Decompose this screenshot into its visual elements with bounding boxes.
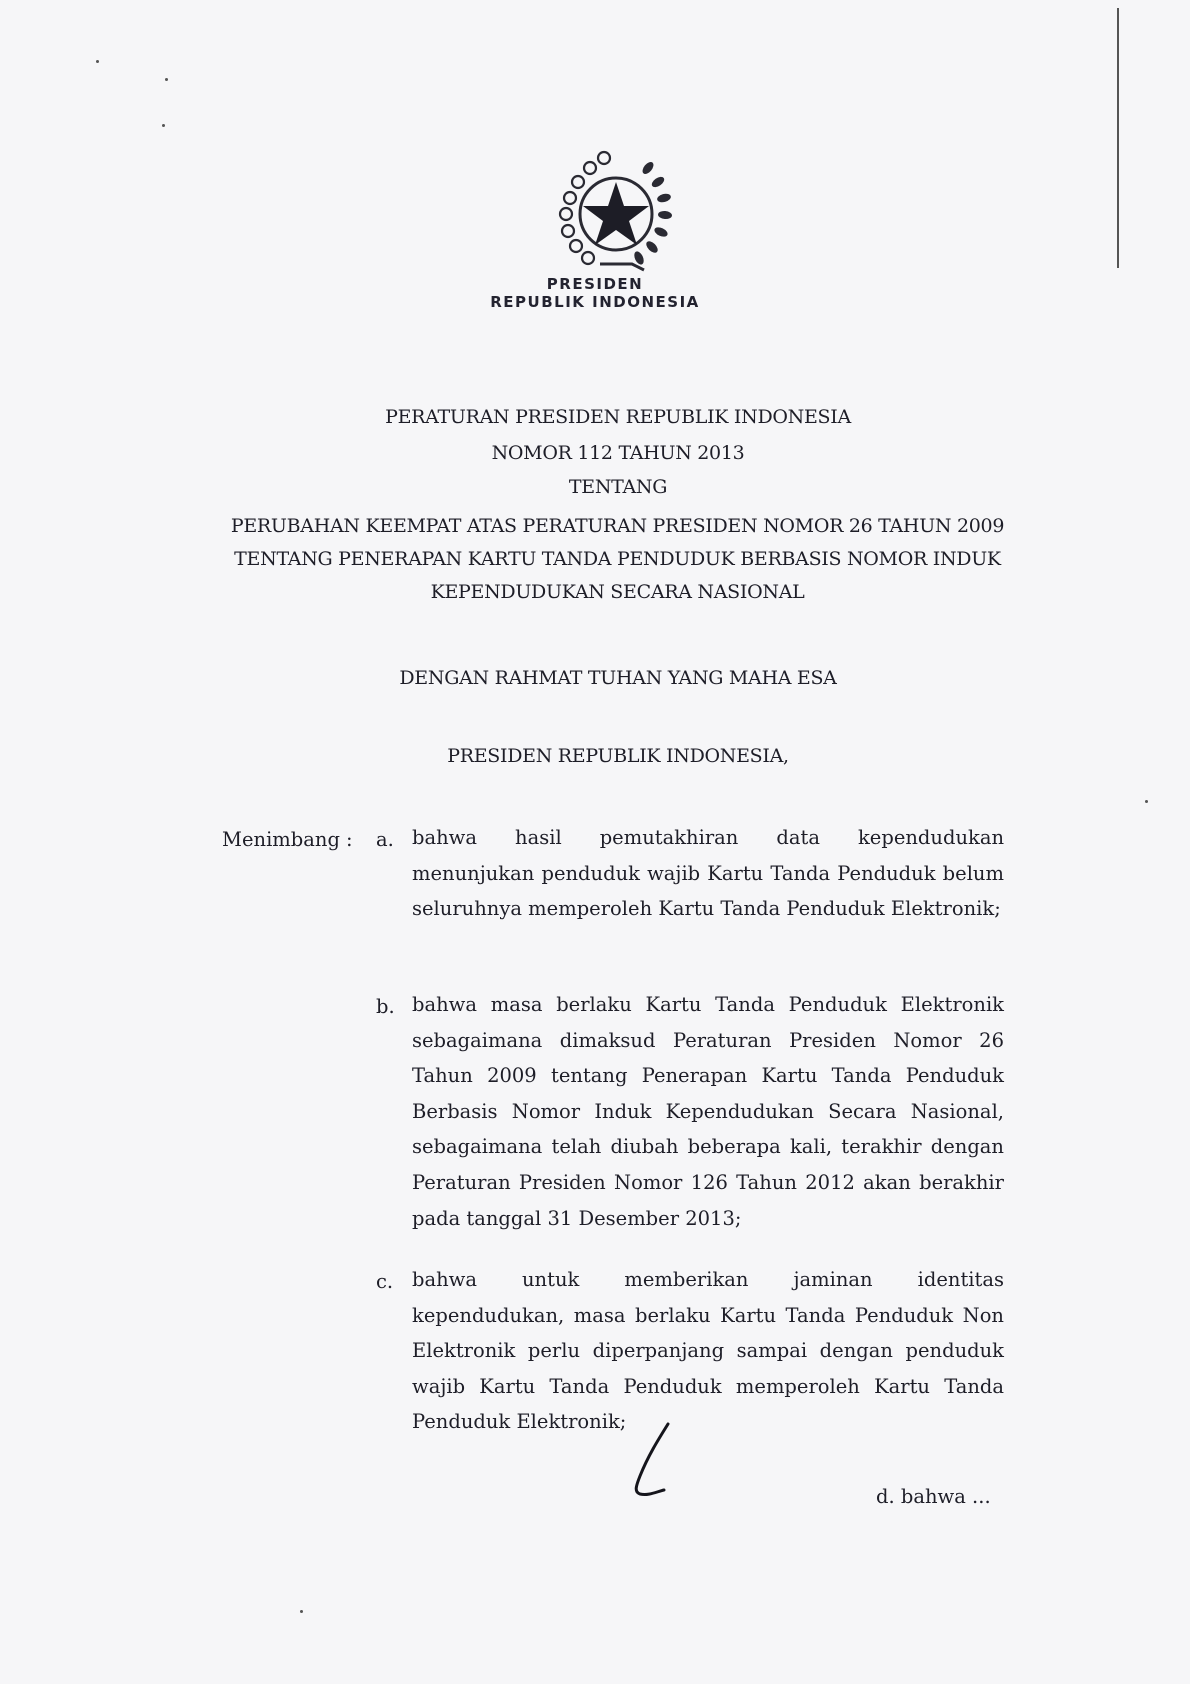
item-letter-b: b.: [376, 995, 395, 1018]
regulation-number: NOMOR 112 TAHUN 2013: [491, 442, 745, 464]
scan-speck: [162, 124, 165, 127]
regulation-title: PERATURAN PRESIDEN REPUBLIK INDONESIA: [385, 406, 851, 428]
regulation-subject: PERUBAHAN KEEMPAT ATAS PERATURAN PRESIDEN NOMOR 26 TAHUN 2009 TENTANG PENERAPAN KARTU TANDA PENDUDUK BERBASIS NOMOR INDUK KEPENDUDUKAN SECARA NASIONAL: [230, 515, 1005, 603]
consideration-item-c: bahwa untuk memberikan jaminan identitas kependudukan, masa berlaku Kartu Tanda Penduduk Non Elektronik perlu diperpanjang sampai dengan penduduk wajib Kartu Tanda Penduduk memperoleh Kartu Tanda Penduduk Elektronik;: [412, 1268, 1004, 1434]
item-letter-c: c.: [376, 1270, 394, 1293]
garuda-emblem-icon: [548, 138, 684, 274]
header-president: PRESIDEN: [546, 275, 644, 293]
menimbang-colon: :: [346, 828, 353, 851]
preamble-president: PRESIDEN REPUBLIK INDONESIA,: [447, 745, 789, 767]
scan-speck: [165, 78, 168, 81]
scan-speck: [300, 1610, 303, 1613]
consideration-item-a: bahwa hasil pemutakhiran data kependudukan menunjukan penduduk wajib Kartu Tanda Penduduk belum seluruhnya memperoleh Kartu Tanda Penduduk Elektronik;: [412, 826, 1004, 921]
item-letter-a: a.: [376, 828, 394, 851]
scan-speck: [1145, 800, 1148, 803]
scan-speck: [96, 60, 99, 63]
header-republic: REPUBLIK INDONESIA: [490, 293, 700, 311]
initial-signature-icon: [620, 1420, 680, 1500]
regulation-tentang: TENTANG: [568, 476, 668, 498]
preamble-rahmat: DENGAN RAHMAT TUHAN YANG MAHA ESA: [399, 667, 837, 689]
continuation-marker: d. bahwa ...: [876, 1485, 991, 1508]
consideration-item-b: bahwa masa berlaku Kartu Tanda Penduduk Elektronik sebagaimana dimaksud Peraturan Presiden Nomor 26 Tahun 2009 tentang Penerapan Kartu Tanda Penduduk Berbasis Nomor Induk Kependudukan Secara Nasional, sebagaimana telah diubah beberapa kali, terakhir dengan Peraturan Presiden Nomor 126 Tahun 2012 akan berakhir pada tanggal 31 Desember 2013;: [412, 993, 1004, 1230]
menimbang-label: Menimbang: [222, 828, 340, 851]
scan-edge-line: [1117, 8, 1119, 268]
